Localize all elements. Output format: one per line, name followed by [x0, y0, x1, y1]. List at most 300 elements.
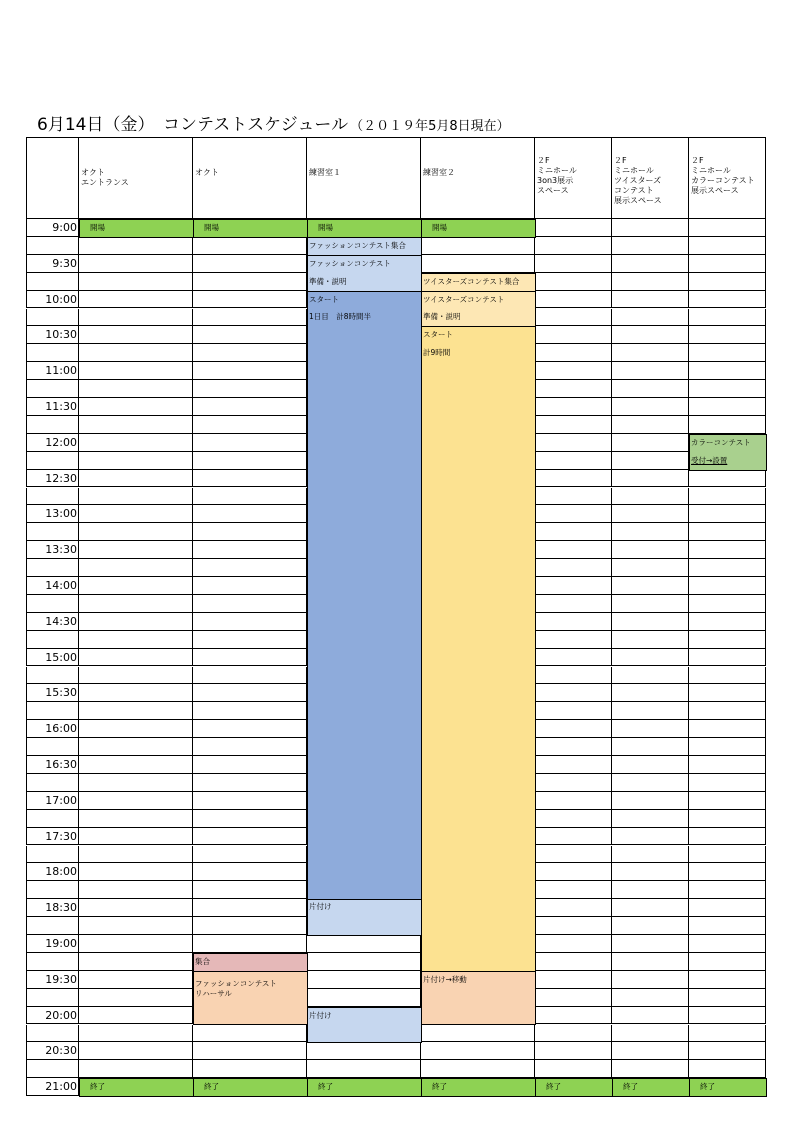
grid-cell: [79, 774, 193, 792]
grid-cell: [612, 1042, 689, 1060]
grid-cell: [193, 309, 307, 327]
event-block: [307, 1007, 422, 1044]
grid-cell: [535, 398, 612, 416]
time-label: 15:30: [45, 686, 77, 700]
grid-cell: [535, 792, 612, 810]
grid-cell: [79, 756, 193, 774]
grid-cell: [535, 1042, 612, 1060]
grid-cell: [193, 774, 307, 792]
grid-cell: [26, 881, 79, 899]
event-block: [79, 1078, 194, 1097]
grid-cell: [79, 237, 193, 255]
grid-cell: [193, 577, 307, 595]
event-block: [193, 953, 308, 972]
grid-cell: [612, 362, 689, 380]
grid-cell: [689, 828, 766, 846]
time-label: 17:30: [45, 829, 77, 843]
grid-cell: [79, 255, 193, 273]
grid-cell: [689, 577, 766, 595]
grid-cell: [79, 577, 193, 595]
grid-cell: [193, 899, 307, 917]
grid-cell: [193, 702, 307, 720]
event-label: 開場: [204, 223, 219, 232]
grid-cell: [26, 702, 79, 720]
event-block: [421, 1078, 536, 1097]
grid-cell: [307, 989, 421, 1007]
grid-cell: [307, 1060, 421, 1078]
grid-cell: [193, 613, 307, 631]
grid-cell: [79, 738, 193, 756]
event-label: カラーコンテスト: [691, 437, 751, 447]
grid-cell: [535, 863, 612, 881]
event-label: ファッションコンテスト リハーサル: [195, 978, 277, 998]
grid-cell: [612, 434, 689, 452]
event-label: 計9時間: [423, 348, 451, 358]
grid-cell: [26, 380, 79, 398]
grid-cell: [535, 255, 612, 273]
grid-cell: [612, 237, 689, 255]
event-label: 終了: [623, 1082, 638, 1092]
grid-cell: [612, 219, 689, 237]
event-label: 終了: [700, 1082, 715, 1092]
grid-cell: [689, 398, 766, 416]
grid-cell: [612, 488, 689, 506]
grid-cell: [535, 559, 612, 577]
grid-cell: [79, 1042, 193, 1060]
grid-cell: [79, 1060, 193, 1078]
column-header: ２F ミニホール 3on3展示 スペース: [535, 137, 612, 219]
grid-cell: [689, 541, 766, 559]
column-header: ２F ミニホール ツイスターズ コンテスト 展示スペース: [612, 137, 689, 219]
grid-cell: [689, 291, 766, 309]
grid-cell: [612, 631, 689, 649]
grid-cell: [193, 684, 307, 702]
time-label: 9:00: [52, 221, 77, 234]
grid-cell: [612, 702, 689, 720]
time-label: 17:00: [45, 793, 77, 807]
grid-cell: [612, 1025, 689, 1043]
grid-cell: [535, 1007, 612, 1025]
grid-cell: [535, 595, 612, 613]
grid-cell: [193, 667, 307, 685]
grid-cell: [307, 1042, 421, 1060]
event-block: [79, 219, 194, 238]
grid-cell: [535, 953, 612, 971]
grid-cell: [535, 613, 612, 631]
time-label: 13:00: [45, 507, 77, 521]
grid-cell: [535, 470, 612, 488]
grid-cell: [612, 380, 689, 398]
grid-cell: [26, 273, 79, 291]
grid-cell: [535, 935, 612, 953]
grid-cell: [689, 344, 766, 362]
grid-cell: [26, 344, 79, 362]
grid-cell: [612, 309, 689, 327]
grid-cell: [79, 452, 193, 470]
grid-cell: [26, 416, 79, 434]
grid-cell: [535, 684, 612, 702]
grid-cell: [612, 863, 689, 881]
grid-cell: [193, 810, 307, 828]
grid-cell: [307, 971, 421, 989]
grid-cell: [612, 989, 689, 1007]
time-label: 21:00: [45, 1080, 77, 1094]
grid-cell: [79, 667, 193, 685]
grid-cell: [535, 631, 612, 649]
grid-cell: [612, 792, 689, 810]
grid-cell: [193, 255, 307, 273]
grid-cell: [689, 899, 766, 917]
grid-cell: [193, 505, 307, 523]
event-block: [421, 219, 536, 238]
grid-cell: [689, 595, 766, 613]
grid-cell: [612, 344, 689, 362]
grid-cell: [535, 899, 612, 917]
grid-cell: [612, 971, 689, 989]
time-label: 9:30: [52, 256, 77, 270]
grid-cell: [535, 452, 612, 470]
grid-cell: [535, 416, 612, 434]
title-main: 6月14日（金） コンテストスケジュール: [37, 115, 349, 135]
grid-cell: [193, 649, 307, 667]
grid-cell: [612, 756, 689, 774]
grid-cell: [612, 255, 689, 273]
schedule-grid: [26, 137, 766, 1098]
grid-cell: [535, 1060, 612, 1078]
grid-cell: [193, 523, 307, 541]
grid-cell: [689, 326, 766, 344]
time-label: 19:30: [45, 972, 77, 986]
event-label: 開場: [318, 223, 333, 232]
grid-cell: [689, 1060, 766, 1078]
time-label: 15:00: [45, 650, 77, 664]
grid-cell: [689, 613, 766, 631]
grid-cell: [535, 989, 612, 1007]
time-label: 16:00: [45, 722, 77, 736]
grid-cell: [535, 917, 612, 935]
grid-cell: [689, 559, 766, 577]
grid-cell: [193, 881, 307, 899]
grid-cell: [535, 828, 612, 846]
grid-cell: [26, 1025, 79, 1043]
grid-cell: [535, 523, 612, 541]
time-label: 13:30: [45, 543, 77, 557]
grid-cell: [193, 738, 307, 756]
grid-cell: [612, 559, 689, 577]
grid-cell: [689, 989, 766, 1007]
grid-cell: [612, 613, 689, 631]
grid-cell: [26, 953, 79, 971]
time-label: 12:30: [45, 471, 77, 485]
grid-cell: [193, 756, 307, 774]
grid-cell: [535, 810, 612, 828]
grid-cell: [612, 541, 689, 559]
grid-cell: [535, 237, 612, 255]
event-block: [307, 1078, 422, 1097]
grid-cell: [535, 846, 612, 864]
grid-cell: [612, 917, 689, 935]
column-header: オクト エントランス: [79, 137, 193, 219]
grid-cell: [689, 810, 766, 828]
grid-cell: [193, 631, 307, 649]
grid-cell: [535, 344, 612, 362]
grid-cell: [193, 380, 307, 398]
event-label: 終了: [204, 1082, 219, 1092]
event-block: [307, 219, 422, 238]
grid-cell: [79, 720, 193, 738]
event-block: [612, 1078, 690, 1097]
grid-cell: [612, 684, 689, 702]
grid-cell: [612, 577, 689, 595]
grid-cell: [612, 649, 689, 667]
grid-cell: [689, 684, 766, 702]
grid-cell: [193, 1025, 307, 1043]
time-label: 14:00: [45, 579, 77, 592]
time-label: 20:00: [45, 1008, 77, 1022]
grid-cell: [421, 1042, 535, 1060]
grid-cell: [612, 398, 689, 416]
grid-cell: [689, 953, 766, 971]
event-label: 終了: [90, 1082, 105, 1092]
grid-cell: [689, 505, 766, 523]
event-label: 終了: [432, 1082, 447, 1092]
grid-cell: [535, 702, 612, 720]
time-label: 10:30: [45, 328, 77, 342]
grid-cell: [689, 380, 766, 398]
grid-cell: [26, 667, 79, 685]
column-header: 練習室１: [307, 137, 421, 219]
grid-cell: [79, 541, 193, 559]
grid-cell: [79, 899, 193, 917]
grid-cell: [193, 1060, 307, 1078]
time-label: 16:30: [45, 758, 77, 771]
grid-cell: [689, 863, 766, 881]
grid-cell: [79, 613, 193, 631]
grid-cell: [689, 756, 766, 774]
grid-cell: [79, 649, 193, 667]
grid-cell: [689, 720, 766, 738]
grid-cell: [612, 326, 689, 344]
grid-cell: [612, 595, 689, 613]
grid-cell: [535, 1025, 612, 1043]
event-label: 1日目 計8時間半: [309, 312, 372, 322]
grid-cell: [79, 559, 193, 577]
grid-cell: [79, 828, 193, 846]
grid-cell: [79, 434, 193, 452]
grid-cell: [193, 828, 307, 846]
column-header: ２F ミニホール カラーコンテスト 展示スペース: [689, 137, 766, 219]
grid-cell: [79, 702, 193, 720]
grid-cell: [612, 953, 689, 971]
event-label: 片付け→移動: [423, 974, 467, 984]
grid-cell: [689, 416, 766, 434]
grid-cell: [535, 380, 612, 398]
grid-cell: [612, 828, 689, 846]
grid-cell: [535, 541, 612, 559]
grid-cell: [26, 309, 79, 327]
grid-cell: [535, 273, 612, 291]
grid-cell: [612, 738, 689, 756]
grid-cell: [193, 541, 307, 559]
grid-cell: [79, 398, 193, 416]
grid-cell: [193, 559, 307, 577]
grid-cell: [79, 971, 193, 989]
grid-cell: [79, 935, 193, 953]
grid-cell: [612, 273, 689, 291]
grid-cell: [612, 935, 689, 953]
grid-cell: [79, 846, 193, 864]
grid-cell: [193, 488, 307, 506]
grid-cell: [689, 523, 766, 541]
grid-cell: [421, 1025, 535, 1043]
time-label: 20:30: [45, 1044, 77, 1058]
event-block: [307, 237, 422, 256]
grid-cell: [612, 291, 689, 309]
grid-cell: [79, 631, 193, 649]
grid-cell: [612, 416, 689, 434]
grid-cell: [193, 344, 307, 362]
grid-cell: [79, 470, 193, 488]
grid-cell: [79, 362, 193, 380]
grid-cell: [689, 237, 766, 255]
grid-cell: [689, 219, 766, 237]
event-label: スタート: [423, 330, 453, 340]
grid-cell: [79, 309, 193, 327]
grid-cell: [26, 559, 79, 577]
grid-cell: [26, 523, 79, 541]
event-label: 終了: [546, 1082, 561, 1092]
event-label: スタート: [309, 294, 339, 304]
grid-cell: [689, 846, 766, 864]
grid-cell: [689, 1025, 766, 1043]
grid-cell: [689, 470, 766, 488]
grid-cell: [79, 684, 193, 702]
grid-cell: [193, 416, 307, 434]
grid-cell: [689, 631, 766, 649]
grid-cell: [26, 452, 79, 470]
grid-cell: [612, 470, 689, 488]
grid-cell: [612, 452, 689, 470]
grid-cell: [193, 291, 307, 309]
grid-cell: [79, 505, 193, 523]
grid-cell: [535, 738, 612, 756]
grid-cell: [26, 738, 79, 756]
event-label: 準備・説明: [309, 276, 347, 286]
grid-cell: [193, 452, 307, 470]
grid-cell: [535, 667, 612, 685]
grid-cell: [79, 953, 193, 971]
page-title: [37, 113, 510, 139]
grid-cell: [612, 774, 689, 792]
grid-cell: [612, 899, 689, 917]
event-block: [193, 971, 308, 1026]
event-block: [307, 255, 422, 292]
grid-cell: [26, 595, 79, 613]
grid-cell: [421, 237, 535, 255]
event-block: [307, 291, 422, 901]
grid-cell: [612, 523, 689, 541]
event-label: 開場: [90, 223, 105, 232]
grid-cell: [535, 488, 612, 506]
grid-cell: [535, 309, 612, 327]
event-label: 開場: [432, 223, 447, 232]
grid-cell: [193, 470, 307, 488]
grid-cell: [79, 881, 193, 899]
grid-cell: [193, 595, 307, 613]
grid-cell: [535, 774, 612, 792]
grid-cell: [193, 362, 307, 380]
column-header: [26, 137, 79, 219]
grid-cell: [612, 667, 689, 685]
grid-cell: [79, 488, 193, 506]
grid-cell: [689, 881, 766, 899]
grid-cell: [26, 774, 79, 792]
grid-cell: [421, 255, 535, 273]
grid-cell: [79, 291, 193, 309]
event-label: ツイスターズコンテスト集合: [423, 276, 520, 286]
grid-cell: [193, 1042, 307, 1060]
grid-cell: [689, 774, 766, 792]
event-block: [689, 1078, 767, 1097]
event-block: [421, 326, 536, 971]
grid-cell: [307, 935, 421, 953]
grid-cell: [612, 810, 689, 828]
event-block: [307, 899, 422, 936]
grid-cell: [26, 989, 79, 1007]
grid-cell: [193, 273, 307, 291]
grid-cell: [612, 505, 689, 523]
event-block: [193, 1078, 308, 1097]
time-label: 11:00: [45, 364, 77, 378]
grid-cell: [79, 792, 193, 810]
time-label: 18:30: [45, 901, 77, 915]
grid-cell: [193, 863, 307, 881]
grid-cell: [79, 989, 193, 1007]
grid-cell: [535, 881, 612, 899]
grid-cell: [689, 917, 766, 935]
event-label: 終了: [318, 1082, 333, 1092]
grid-cell: [612, 1060, 689, 1078]
grid-cell: [79, 523, 193, 541]
event-block: [193, 219, 308, 238]
title-date-note: （２０１９年5月8日現在）: [350, 119, 510, 134]
grid-cell: [689, 792, 766, 810]
event-block: [689, 434, 767, 471]
grid-cell: [79, 810, 193, 828]
grid-cell: [193, 846, 307, 864]
grid-cell: [612, 846, 689, 864]
event-label: ファッションコンテスト: [309, 258, 391, 268]
grid-cell: [535, 720, 612, 738]
column-header: 練習室２: [421, 137, 535, 219]
grid-cell: [26, 1060, 79, 1078]
event-label: 集合: [195, 956, 210, 966]
grid-cell: [193, 326, 307, 344]
grid-cell: [26, 846, 79, 864]
grid-cell: [689, 255, 766, 273]
grid-cell: [535, 577, 612, 595]
grid-cell: [193, 935, 307, 953]
grid-cell: [193, 917, 307, 935]
grid-cell: [307, 953, 421, 971]
grid-cell: [79, 863, 193, 881]
event-block: [421, 273, 536, 292]
grid-cell: [535, 362, 612, 380]
grid-cell: [193, 720, 307, 738]
grid-cell: [79, 273, 193, 291]
grid-cell: [79, 917, 193, 935]
column-header: オクト: [193, 137, 307, 219]
